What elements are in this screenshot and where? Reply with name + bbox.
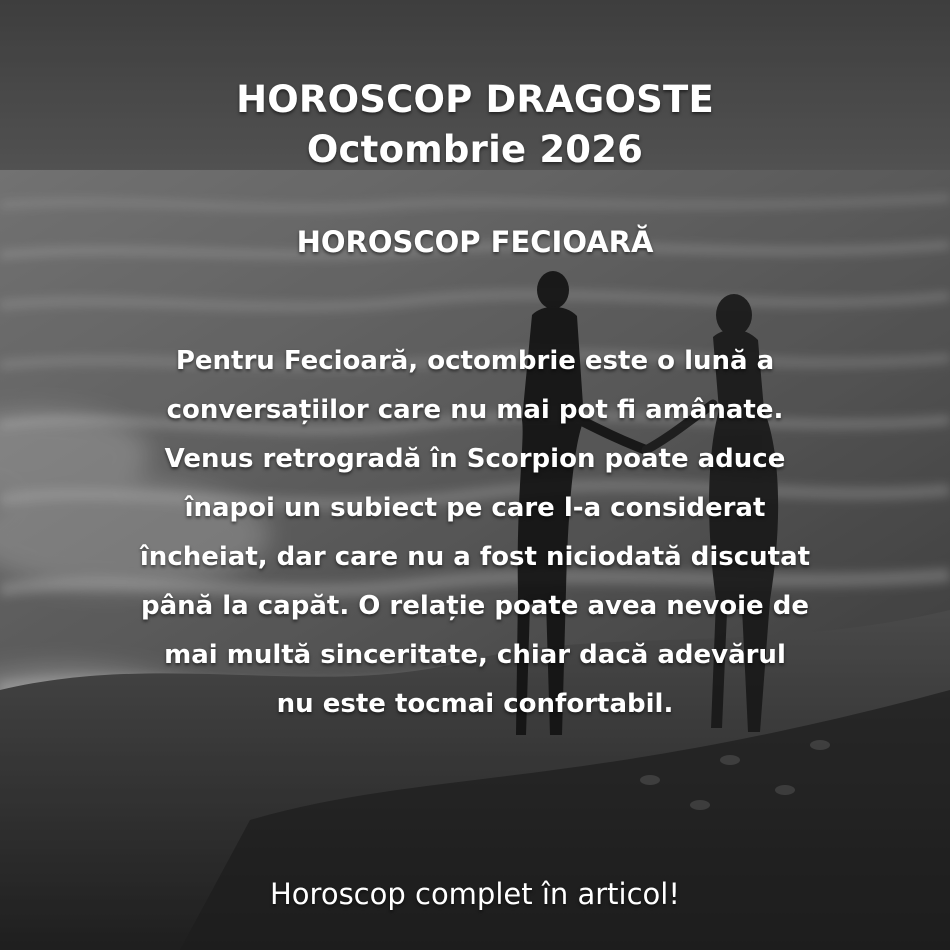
body-line: conversațiilor care nu mai pot fi amânate. xyxy=(166,395,784,425)
body-line: Pentru Fecioară, octombrie este o lună a xyxy=(175,346,775,376)
body-line: nu este tocmai confortabil. xyxy=(276,689,674,719)
sign-heading: HOROSCOP FECIOARĂ xyxy=(296,225,654,259)
body-line: mai multă sinceritate, chiar dacă adevărul xyxy=(164,640,786,670)
body-line: înapoi un subiect pe care l-a considerat xyxy=(184,493,766,523)
body-line: până la capăt. O relație poate avea nevoie de xyxy=(141,591,809,621)
title-line-2: Octombrie 2026 xyxy=(306,128,644,171)
title-line-1: HOROSCOP DRAGOSTE xyxy=(236,78,714,121)
body-line: încheiat, dar care nu a fost niciodată discutat xyxy=(139,542,811,572)
body-line: Venus retrogradă în Scorpion poate aduce xyxy=(164,444,786,474)
footer-call-to-action: Horoscop complet în articol! xyxy=(270,877,680,911)
horoscope-text xyxy=(70,337,880,729)
page-title xyxy=(0,75,950,175)
